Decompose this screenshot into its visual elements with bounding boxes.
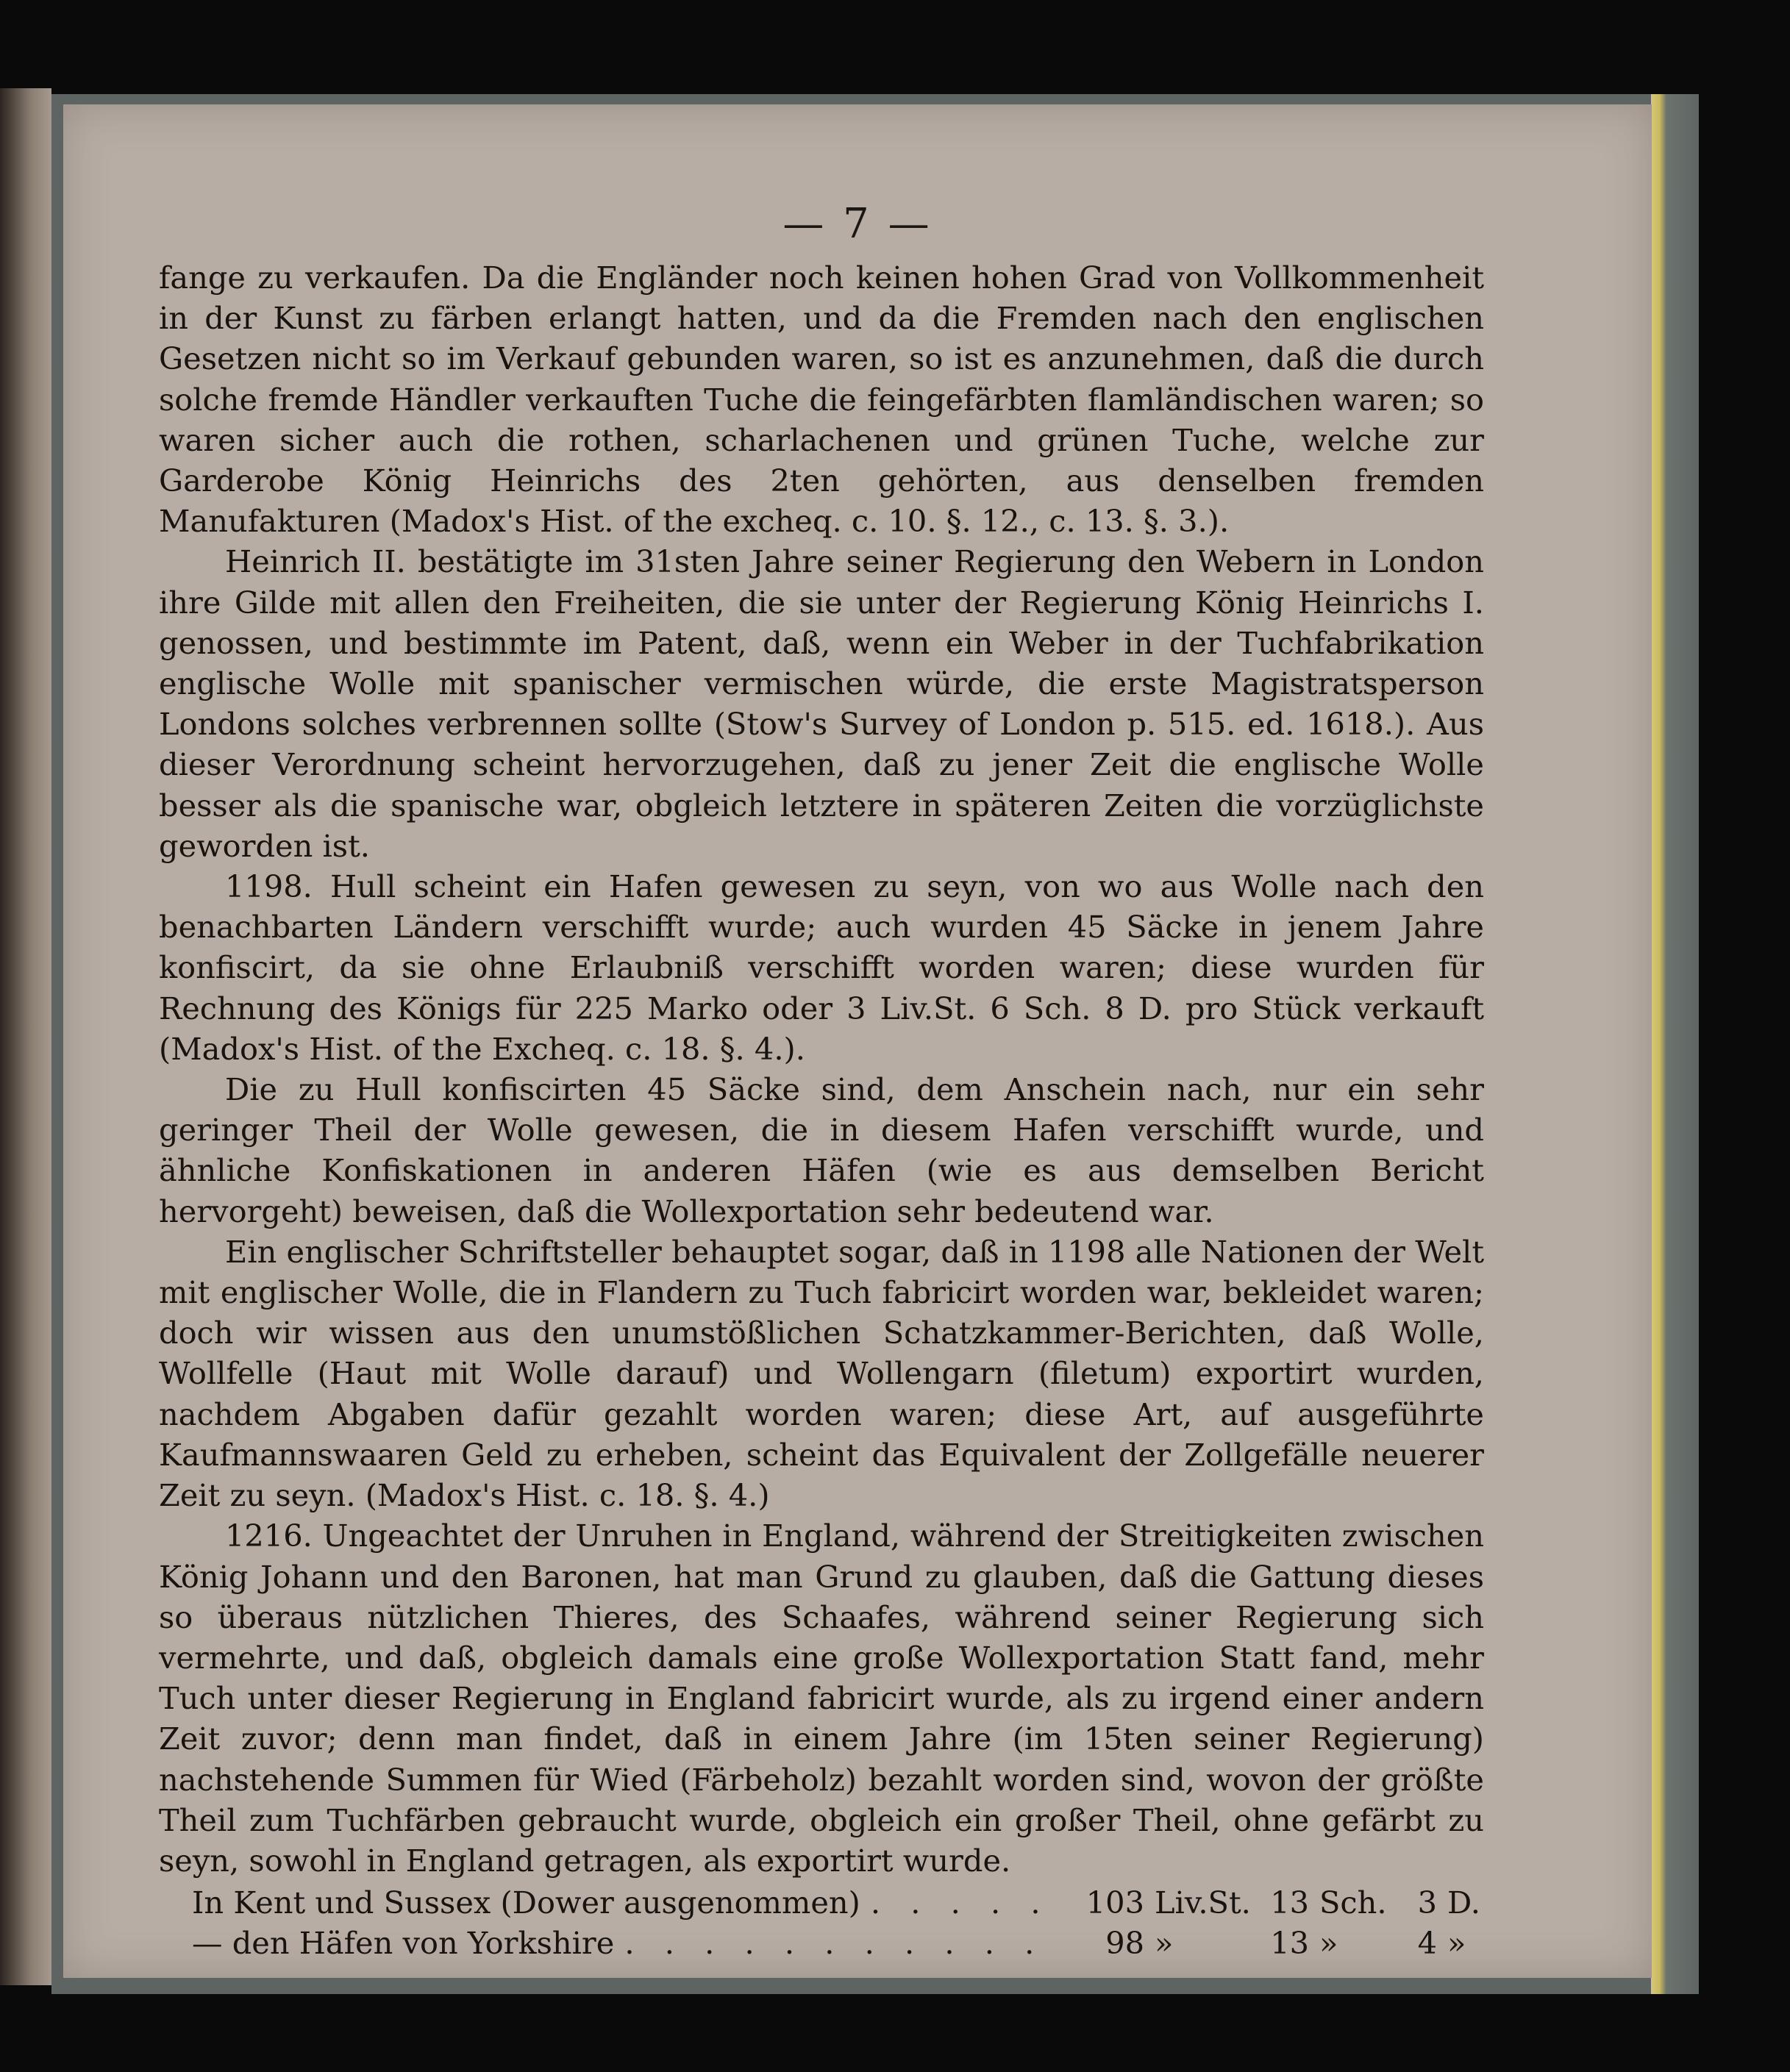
pounds-unit: Liv.St. <box>1155 1885 1251 1921</box>
paragraph-3: 1198. Hull scheint ein Hafen gewesen zu seyn, von wo aus Wolle nach den benachbarten Ländern verschifft wurde; auch wurden 45 Säcke in jenem Jahre konfiscirt, da sie ohne Erlaubniß verschifft worden waren; diese wurden für Rechnung des Königs für 225 Marko oder 3 Liv.St. 6 Sch. 8 D. pro Stück verkauft (Madox's Hist. of the Excheq. c. 18. §. 4.). <box>159 868 1484 1067</box>
tally-label: — den Häfen von Yorkshire <box>192 1925 615 1962</box>
page-number: — 7 — <box>782 200 933 248</box>
book-cover-edge <box>1651 94 1699 1994</box>
tally-row <box>159 1882 1484 1923</box>
pence-unit: D. <box>1447 1885 1480 1921</box>
paragraph-6: 1216. Ungeachtet der Unruhen in England, während der Streitigkeiten zwischen König Johann und den Baronen, hat man Grund zu glauben, daß die Gattung dieses so überaus nützlichen Thieres, des Schaafes, während seiner Regierung sich vermehrte, und daß, obgleich damals eine große Wollexportation Statt fand, mehr Tuch unter dieser Regierung in England fabricirt wurde, als zu irgend einer andern Zeit zuvor; denn man findet, daß in einem Jahre (im 15ten seiner Regierung) nachstehende Summen für Wied (Färbeholz) bezahlt worden sind, wovon der größte Theil zum Tuchfärben gebraucht wurde, obgleich ein großer Theil, ohne gefärbt zu seyn, sowohl in England getragen, als exportirt wurde. <box>159 1518 1484 1879</box>
pounds-unit: » <box>1155 1925 1174 1962</box>
shillings-unit: Sch. <box>1319 1885 1387 1921</box>
paragraph-4: Die zu Hull konfiscirten 45 Säcke sind, dem Anschein nach, nur ein sehr geringer Theil der Wolle gewesen, die in diesem Hafen verschifft wurde, und ähnliche Konfiskationen in anderen Häfen (wie es aus demselben Bericht hervorgeht) beweisen, daß die Wollexportation sehr bedeutend war. <box>159 1071 1484 1229</box>
paragraph-2: Heinrich II. bestätigte im 31sten Jahre seiner Regierung den Webern in London ihre Gilde mit allen den Freiheiten, die sie unter der Regierung König Heinrichs I. genossen, und bestimmte im Patent, daß, wenn ein Weber in der Tuchfabrikation englische Wolle mit spanischer vermischen würde, die erste Magistratsperson Londons solches verbrennen sollte (Stow's Survey of London p. 515. ed. 1618.). Aus dieser Verordnung scheint hervorzugehen, daß zu jener Zeit die englische Wolle besser als die spanische war, obgleich letztere in späteren Zeiten die vorzüglichste geworden ist. <box>159 543 1484 864</box>
dye-payment-tally <box>159 1882 1484 1963</box>
pence-value: 3 <box>1417 1885 1437 1921</box>
tally-row <box>159 1923 1484 1963</box>
paragraph-5: Ein englischer Schriftsteller behauptet sogar, daß in 1198 alle Nationen der Welt mit englischer Wolle, die in Flandern zu Tuch fabricirt worden war, bekleidet waren; doch wir wissen aus den unumstößlichen Schatzkammer-Berichten, daß Wolle, Wollfelle (Haut mit Wolle darauf) und Wollengarn (filetum) exportirt wurden, nachdem Abgaben dafür gezahlt worden waren; diese Art, auf ausgeführte Kaufmannswaaren Geld zu erheben, scheint das Equivalent der Zollgefälle neuerer Zeit zu seyn. (Madox's Hist. c. 18. §. 4.) <box>159 1233 1484 1514</box>
left-facing-page-edge <box>0 88 51 1985</box>
shillings-value: 13 <box>1270 1925 1309 1962</box>
leader-dots <box>860 1882 1063 1923</box>
tally-amount <box>1063 1882 1484 1923</box>
pounds-value: 103 <box>1085 1885 1144 1921</box>
pence-value: 4 <box>1417 1925 1437 1962</box>
pence-unit: » <box>1447 1925 1466 1962</box>
shillings-unit: » <box>1319 1925 1338 1962</box>
leader-dots <box>614 1923 1063 1963</box>
pounds-value: 98 <box>1105 1925 1144 1962</box>
shillings-value: 13 <box>1270 1885 1309 1921</box>
page-body <box>159 257 1484 1964</box>
book-page <box>63 104 1652 1978</box>
paragraph-1: fange zu verkaufen. Da die Engländer noch keinen hohen Grad von Vollkommenheit in der Kunst zu färben erlangt hatten, und da die Fremden nach den englischen Gesetzen nicht so im Verkauf gebunden waren, so ist es anzunehmen, daß die durch solche fremde Händler verkauften Tuche die feingefärbten flamländischen waren; so waren sicher auch die rothen, scharlachenen und grünen Tuche, welche zur Garderobe König Heinrichs des 2ten gehörten, aus denselben fremden Manufakturen (Madox's Hist. of the excheq. c. 10. §. 12., c. 13. §. 3.). <box>159 260 1484 540</box>
tally-amount <box>1063 1923 1484 1963</box>
tally-label: In Kent und Sussex (Dower ausgenommen) <box>192 1885 860 1921</box>
